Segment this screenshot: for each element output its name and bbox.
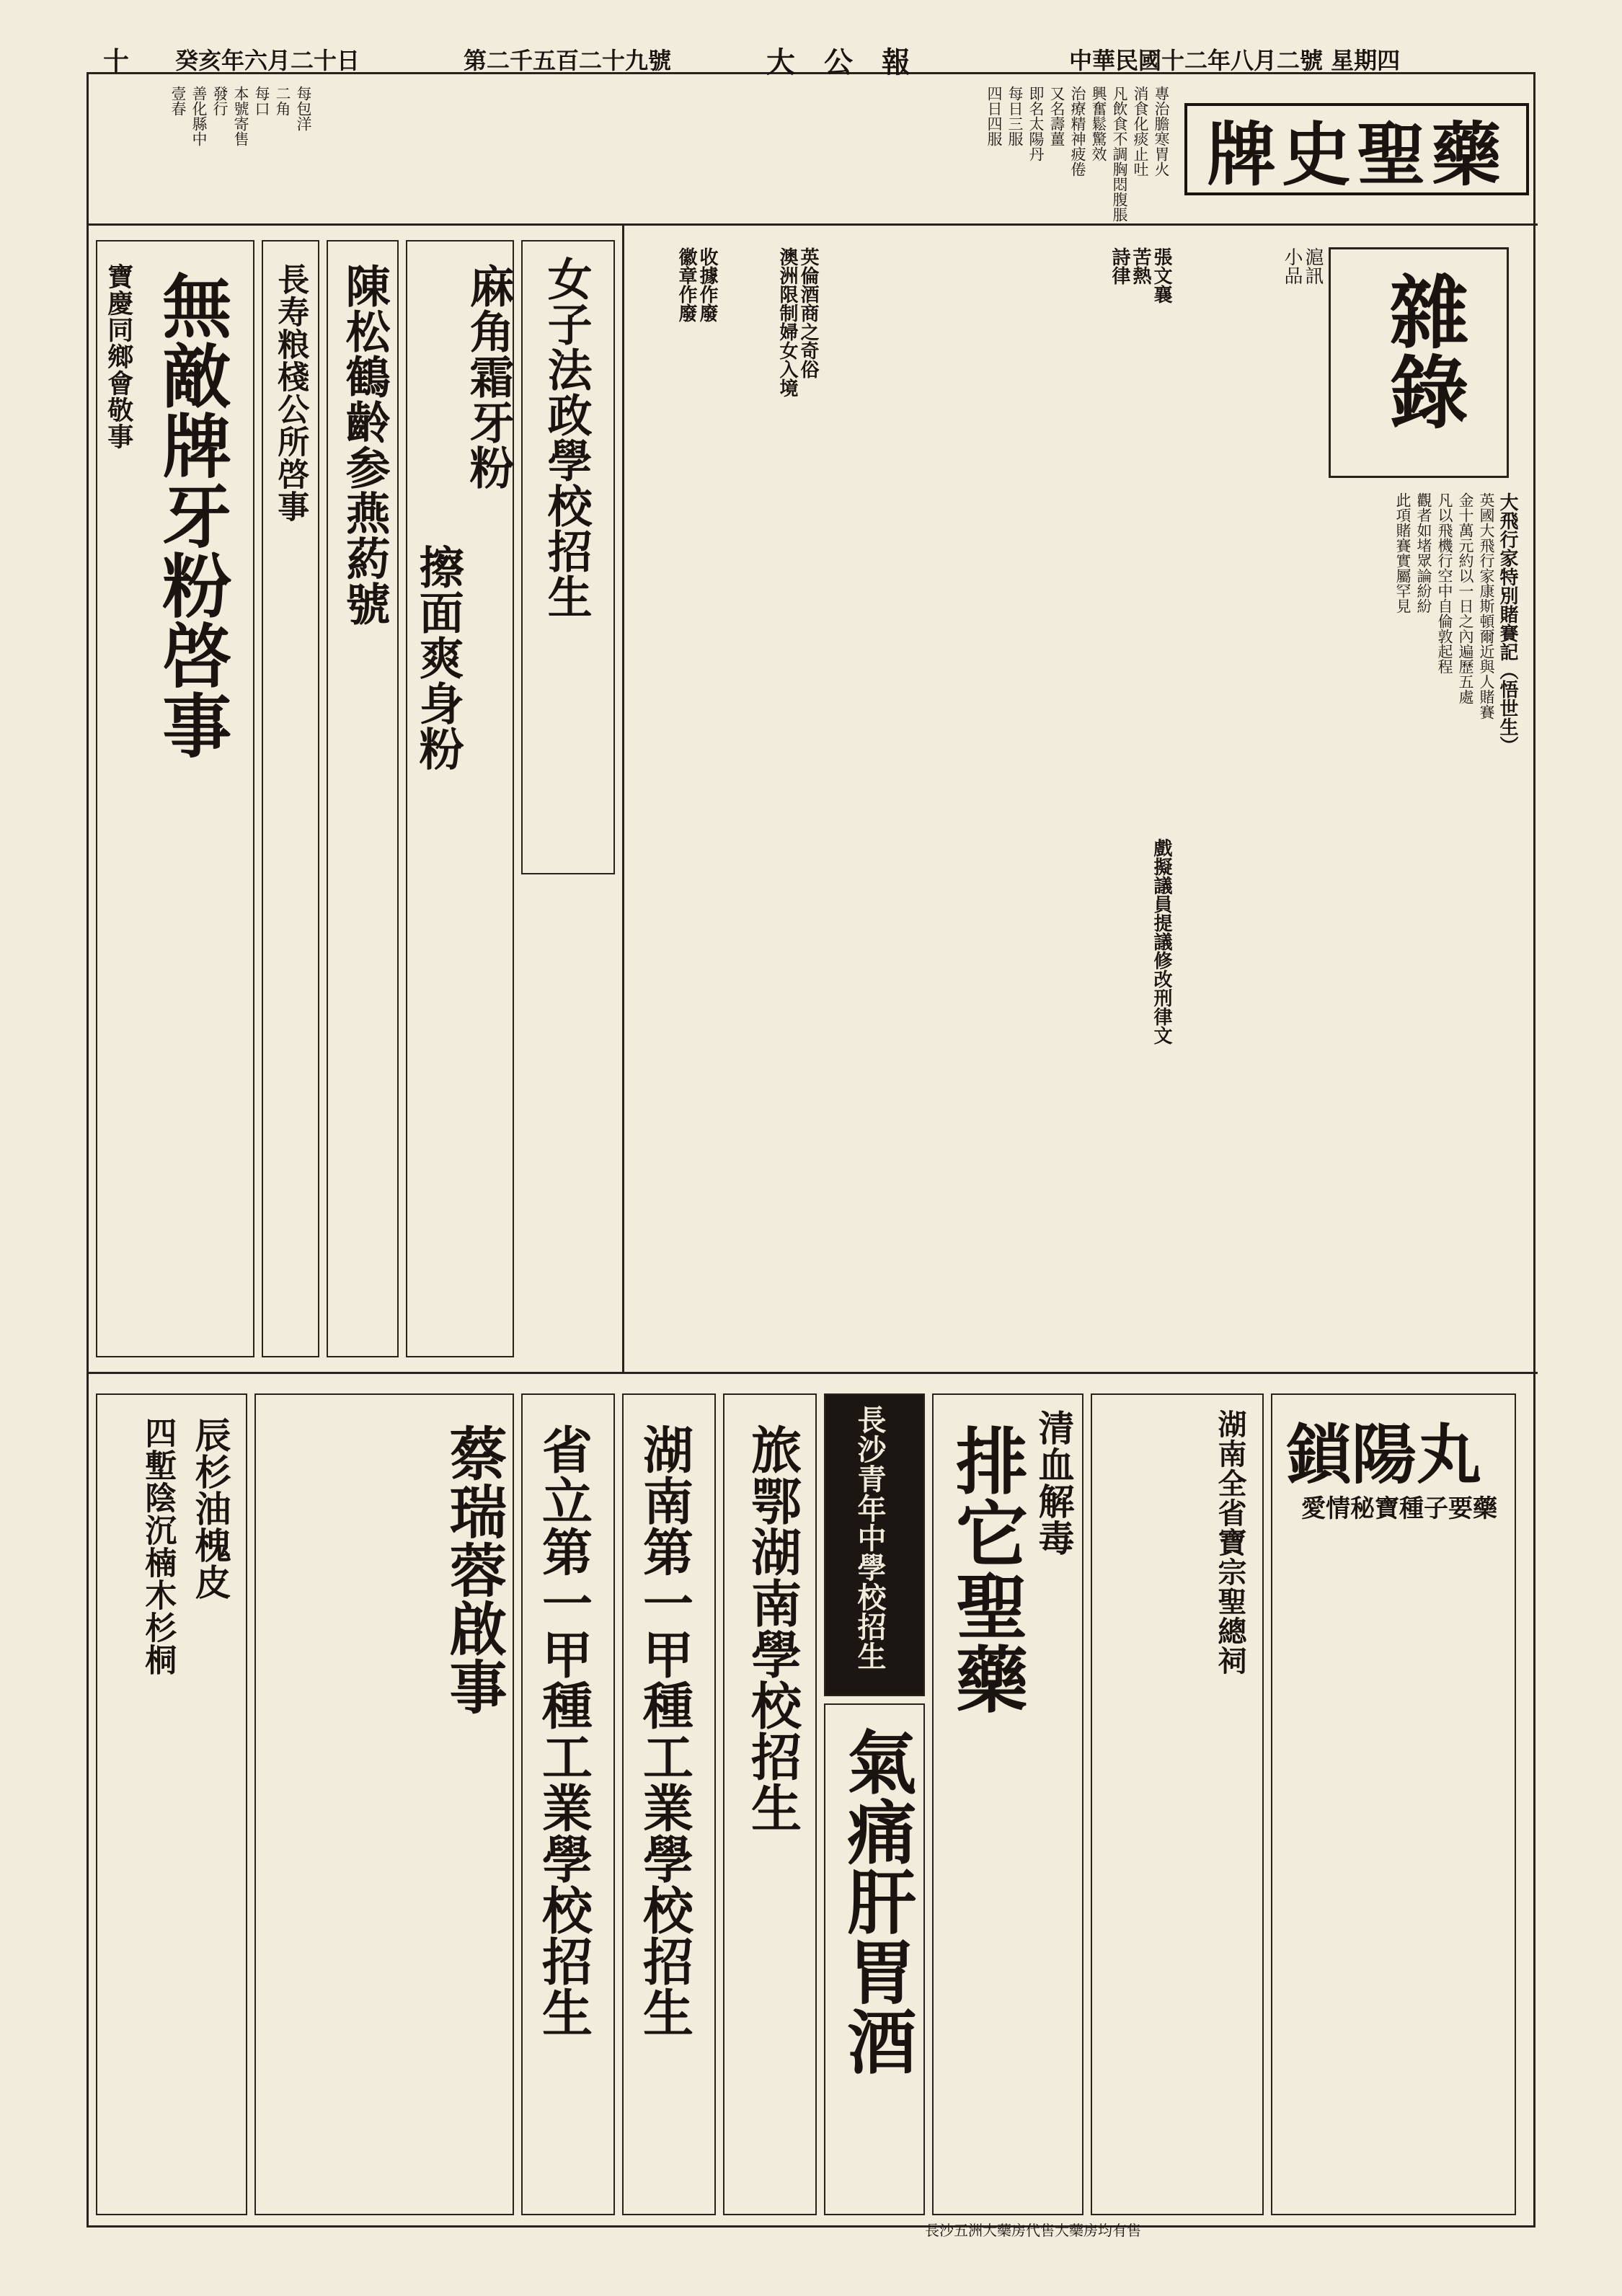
lunar-date: 癸亥年六月二十日 bbox=[175, 47, 360, 74]
footer-credit: 長沙五洲大藥房代售大藥房均有售 bbox=[925, 2222, 1141, 2239]
paper-name: 大公報 bbox=[766, 45, 939, 79]
newspaper-page bbox=[87, 45, 1535, 2239]
ad-women-law-school: 女子法政學校招生 bbox=[521, 240, 615, 874]
misc-article-4: 英倫酒商之奇俗 澳洲限制婦女入境 bbox=[776, 247, 819, 397]
misc-article-1: 大飛行家特別賭賽記（悟世生） 英國大飛行家康斯頓爾近與人賭賽 金十萬元約以一日之內遍歷五處 凡以飛機行空中自倫敦起程 觀者如堵眾論紛紛 此項賭賽實屬罕見 bbox=[1394, 492, 1518, 755]
top-ad-price: 每包洋 二角 每口 本號寄售 發行 善化縣中 壹春 bbox=[169, 86, 312, 146]
date-line: 中華民國十二年八月二號 星期四 bbox=[1069, 47, 1401, 74]
ad-hunan-temple: 湖南全省寶宗聖總祠 bbox=[1091, 1393, 1264, 2215]
section-divider bbox=[89, 1372, 1538, 1374]
issue-number: 第二千五百二十九號 bbox=[464, 47, 672, 74]
ad-hunan-industry-school: 湖南第一甲種工業學校招生 bbox=[622, 1393, 716, 2215]
top-ad-title: 牌史聖藥 bbox=[1184, 103, 1529, 195]
top-ad-lines: 專治膽寒胃火 消食化痰止吐 凡飲食不調胸悶腹脹 興奮鬆驚效 治療精神疲倦 又名壽薑 即名太陽丹 每日三服 四日四服 bbox=[985, 86, 1170, 222]
miscellany-label-box bbox=[1329, 247, 1509, 478]
ad-hubei-hunan-school: 旅鄂湖南學校招生 bbox=[723, 1393, 817, 2215]
ad-grain-guild: 長寿粮棧公所啓事 bbox=[262, 240, 319, 1357]
ad-chen-timber: 辰杉油槐皮 四塹陰沉楠木杉桐 bbox=[96, 1393, 247, 2215]
misc-article-2: 張文襄 苦熱 詩律 bbox=[1109, 247, 1172, 303]
ad-wudi-tooth-powder: 無敵牌牙粉啓事 寶慶同鄉會敬事 bbox=[96, 240, 254, 1357]
page-mark: 十 bbox=[103, 46, 130, 76]
column-divider bbox=[622, 226, 624, 1372]
misc-article-5: 收據作廢 徽章作廢 bbox=[675, 247, 718, 322]
ad-changsha-youth-school: 長沙青年中學校招生 bbox=[824, 1393, 925, 1696]
misc-article-3: 戲擬議員提議修改刑律文 bbox=[1151, 838, 1172, 1045]
miscellany-label: 雜錄 bbox=[1376, 271, 1470, 431]
ad-provincial-industry-school: 省立第一甲種工業學校招生 bbox=[521, 1393, 615, 2215]
ad-pharmacy-chen: 陳松鶴齡参燕葯號 bbox=[327, 240, 399, 1357]
masthead bbox=[89, 38, 1538, 79]
ad-stomach-wine: 氣痛肝胃酒 bbox=[824, 1703, 925, 2215]
ad-suoyang-pill: 鎖陽丸 愛情秘寶種子要藥 bbox=[1271, 1393, 1516, 2215]
ad-tooth-powder: 麻角霜牙粉 擦面爽身粉 bbox=[406, 240, 514, 1357]
ad-paita-medicine: 排它聖藥 清血解毒 bbox=[932, 1393, 1083, 2215]
miscellany-sublabels: 滬訊 小品 bbox=[1281, 247, 1324, 285]
ad-cai-ruirong-notice: 蔡瑞蓉啟事 bbox=[254, 1393, 514, 2215]
top-ad-text bbox=[622, 86, 1170, 222]
